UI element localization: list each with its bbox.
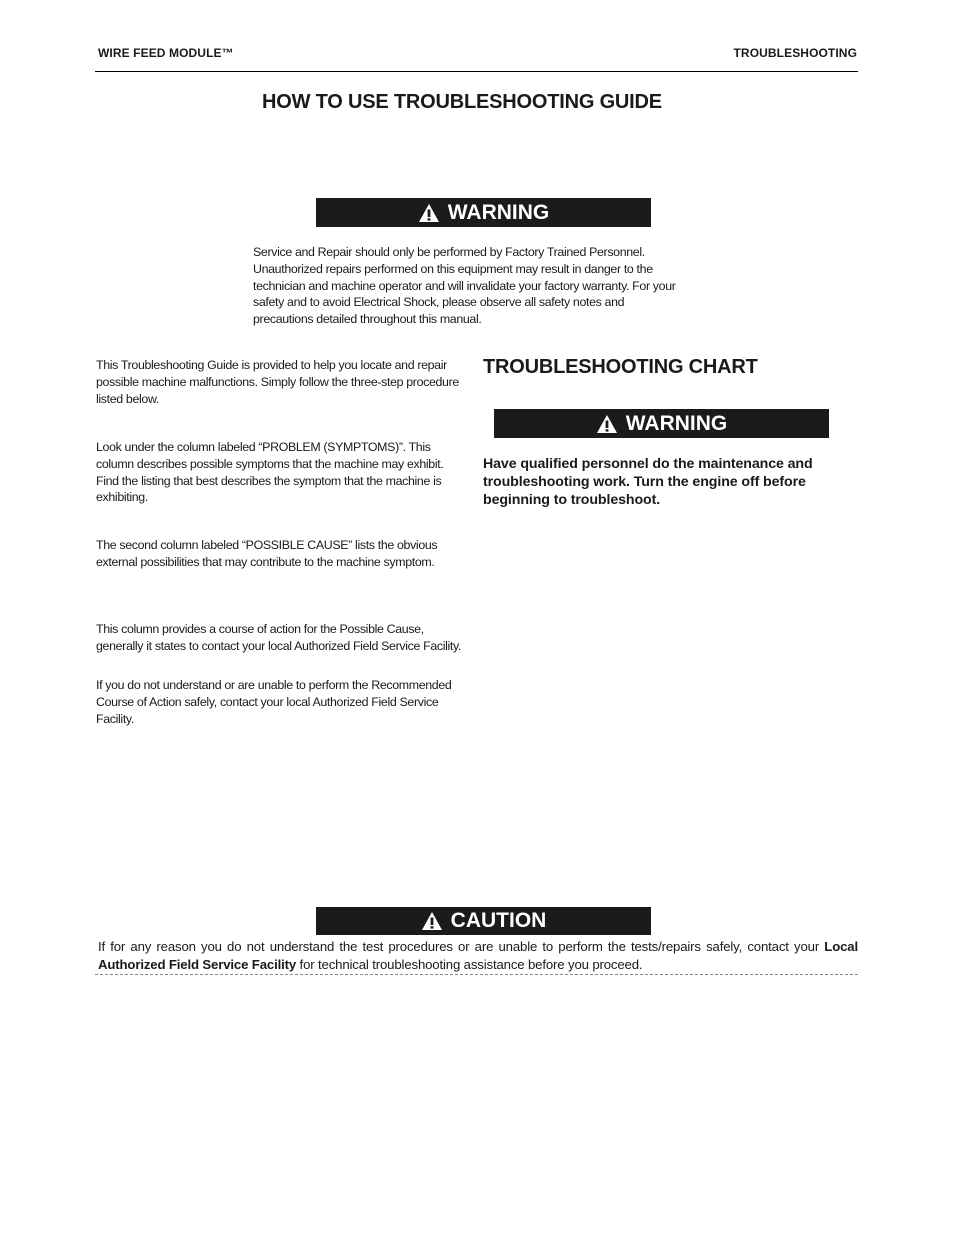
guide-step2-paragraph: The second column labeled “POSSIBLE CAUSE” lists the obvious external possibilities that may contribute to the machine symptom.: [96, 538, 438, 569]
guide-step3-paragraph: This column provides a course of action for the Possible Cause, generally it states to contact your local Authorized Field Service Facility.: [96, 622, 462, 653]
guide-step1-paragraph: Look under the column labeled “PROBLEM (SYMPTOMS)”. This column describes possible symptoms that the machine may exhibit. Find the listing that best describes the symptom that the machine is exhibiting.: [96, 440, 444, 505]
caution-text: [98, 938, 858, 974]
caution-dashed-rule: [95, 974, 858, 975]
guide-warning-text: Service and Repair should only be performed by Factory Trained Personnel. Unauthorized repairs performed on this equipment may result in danger to the technician and machine operator and will invalidate your factory warranty. For your safety and to avoid Electrical Shock, please observe all safety notes and precautions detailed throughout this manual.: [253, 245, 676, 327]
caution-text-before: If for any reason you do not understand the test procedures or are unable to perform the tests/repairs safely, contact your: [98, 939, 825, 954]
chart-warning-text: Have qualified personnel do the maintenance and troubleshooting work. Turn the engine off before beginning to troubleshoot.: [483, 456, 813, 508]
chart-warning-label: WARNING: [625, 411, 728, 435]
caution-triangle-icon: [421, 911, 443, 931]
header-section-name: TROUBLESHOOTING: [733, 46, 857, 60]
guide-title: HOW TO USE TROUBLESHOOTING GUIDE: [262, 91, 662, 113]
guide-warning-label: WARNING: [447, 200, 550, 224]
caution-banner: [316, 907, 651, 935]
guide-closing-paragraph: If you do not understand or are unable to perform the Recommended Course of Action safely, contact your local Authorized Field Service Facility.: [96, 678, 452, 726]
warning-triangle-icon: [596, 414, 618, 434]
caution-text-after: for technical troubleshooting assistance before you proceed.: [296, 957, 643, 972]
guide-warning-banner: [316, 198, 651, 227]
chart-warning-banner: [494, 409, 829, 438]
warning-triangle-icon: [418, 203, 440, 223]
guide-intro-paragraph: This Troubleshooting Guide is provided to help you locate and repair possible machine malfunctions. Simply follow the three-step procedure listed below.: [96, 358, 459, 406]
chart-title: TROUBLESHOOTING CHART: [483, 356, 758, 378]
header-product-name: WIRE FEED MODULE™: [98, 46, 234, 60]
caution-text-bold: Local Authorized Field Service Facility: [98, 939, 858, 972]
header-rule: [95, 71, 858, 72]
caution-label: CAUTION: [450, 909, 547, 932]
